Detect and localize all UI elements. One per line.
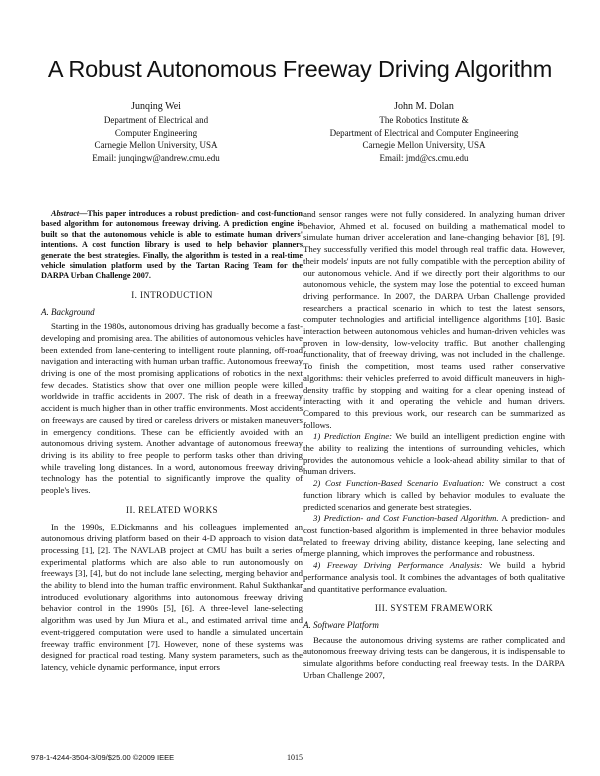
contribution-2 xyxy=(303,478,565,513)
author-2 xyxy=(284,101,564,164)
contribution-3-text: A prediction- and cost function-based algorithm is implemented in three behavior modules related to freeway driving ability, distance keeping, lane selecting and merge planning, which improves the performance and robustness. xyxy=(303,513,565,559)
contribution-3-label: 3) Prediction- and Cost Function-based Algorithm. xyxy=(313,513,499,524)
contribution-1-text: We build an intelligent prediction engine with the ability to realizing the intentions of surrounding vehicles, which provides the autonomous vehicle a look-ahead ability similar to that of human drivers. xyxy=(303,431,565,477)
abstract xyxy=(41,209,303,282)
copyright-line: 978-1-4244-3504-3/09/$25.00 ©2009 IEEE xyxy=(31,753,175,762)
author-2-affiliation-3: Carnegie Mellon University, USA xyxy=(362,140,486,151)
software-platform-paragraph: Because the autonomous driving systems are rather complicated and autonomous freeway driving tests can be dangerous, it is indispensable to simulate algorithms before conducting real freeway tests. In the DARPA Urban Challenge 2007, xyxy=(303,634,565,680)
contribution-4-text: We build a hybrid performance analysis tool. It combines the advantages of both qualitative and quantitative performance evaluation. xyxy=(303,560,565,594)
author-2-affiliation-1: The Robotics Institute & xyxy=(379,115,469,126)
contribution-2-label: 2) Cost Function-Based Scenario Evaluation: xyxy=(313,478,485,489)
contribution-4 xyxy=(303,560,565,595)
author-1-affiliation-3: Carnegie Mellon University, USA xyxy=(94,140,218,151)
related-works-continued: and sensor ranges were not fully considered. In analyzing human driver behavior, Ahmed et al. focused on building a mathematical model to simulate human driver acceleration and lane-changing behavior [8], [9]. They successfully verified this model through real traffic data. However, their models' inputs are not fully compatible with the perception ability of our autonomous vehicle. And if we directly port their algorithms to our autonomous vehicle, the system may lose the potential to exceed human driving performance. In 2007, the DARPA Urban Challenge provided researchers a practical scenario in which to test the latest sensors, computer technologies and artificial intelligence algorithms [10]. Basic interaction between autonomous vehicles and human-driven vehicles was proven in low-density, low-velocity traffic. But another challenging functionality, that of freeway driving, was not included in the challenge. To finish the competition, most teams used rather conservative algorithms: their vehicles preferred to avoid difficult maneuvers in high-density traffic by stopping and waiting for a clear opening instead of interacting with it and operating the vehicle and human drivers. Compared to this previous work, our research can be summarized as follows. xyxy=(303,209,565,430)
abstract-lead: Abstract xyxy=(51,209,80,218)
right-column xyxy=(303,209,565,681)
author-2-name: John M. Dolan xyxy=(394,101,454,112)
author-1-affiliation-1: Department of Electrical and xyxy=(103,115,209,126)
section-heading-introduction: I. INTRODUCTION xyxy=(131,289,213,300)
author-1 xyxy=(36,101,276,164)
contribution-1-label: 1) Prediction Engine: xyxy=(313,431,393,442)
page-number: 1015 xyxy=(287,753,303,762)
section-heading-system-framework: III. SYSTEM FRAMEWORK xyxy=(374,603,494,614)
related-works-paragraph: In the 1990s, E.Dickmanns and his colleagues implemented an autonomous driving platform based on their 4-D approach to vision data processing [1], [2]. The NAVLAB project at CMU has built a series of experimental platforms which are also able to run autonomously on freeways [3], [4], but do not include lane selecting, merging behavior and the ability to blend into the human traffic environment. Rahul Sukthankar introduced evolutionary algorithms into autonomous freeway driving behavior control in the 1990s [5], [6]. A three-level lane-selecting algorithm was used by Jun Miura et al., and estimated arrival time and event-triggered computation were used to handle a simulated uncertain freeway traffic environment [7]. However, none of these systems was designed for practical road testing. Many system parameters, such as the latency, vehicle dynamic performance, input errors xyxy=(41,521,303,672)
contribution-3 xyxy=(303,513,565,560)
subsection-heading-background: A. Background xyxy=(41,306,95,317)
subsection-heading-software-platform: A. Software Platform xyxy=(303,619,379,630)
contribution-2-text: We construct a cost function library which is called by behavior modules to evaluate the predicted scenarios and generate best strategies. xyxy=(303,478,565,512)
author-2-affiliation-2: Department of Electrical and Computer Engineering xyxy=(329,127,519,138)
intro-paragraph: Starting in the 1980s, autonomous driving has gradually become a fast-developing and promising area. The abilities of autonomous vehicles have been extended from lane-centering to intelligent route planning, off-road navigation and interacting with human urban traffic. Autonomous freeway driving is one of the most promising applications of robotics in the next few decades. Statistics show that over one million people were killed worldwide in traffic accidents in 2007. The risk of death in a freeway accident is much higher than in other traffic environments. Most accidents on freeways are caused by tired or careless drivers or mistaken maneuvers in emergency conditions. These can be efficiently avoided with an autonomous driving system. Another advantage of autonomous freeway driving is its ability to free people to perform tasks other than driving while traveling long distances. In a word, autonomous freeway driving technology has the potential to significantly improve the quality of people's lives. xyxy=(41,321,303,496)
author-1-affiliation-2: Computer Engineering xyxy=(114,127,198,138)
section-heading-related-works: II. RELATED WORKS xyxy=(126,504,218,515)
author-2-email: Email: jmd@cs.cmu.edu xyxy=(379,152,469,163)
contribution-1 xyxy=(303,431,565,478)
author-1-email: Email: junqingw@andrew.cmu.edu xyxy=(92,152,220,163)
contribution-4-label: 4) Freeway Driving Performance Analysis: xyxy=(313,560,483,571)
author-1-name: Junqing Wei xyxy=(131,101,181,112)
abstract-text: —This paper introduces a robust prediction- and cost-function based algorithm for autonomous freeway driving. A prediction engine is built so that the autonomous vehicle is able to estimate human drivers' intentions. A cost function library is used to help behavior planners generate the best strategies. Finally, the algorithm is tested in a real-time vehicle simulation platform used by the Tartan Racing Team for the DARPA Urban Challenge 2007. xyxy=(41,209,303,281)
left-column xyxy=(41,209,303,674)
paper-title: A Robust Autonomous Freeway Driving Algorithm xyxy=(47,56,553,82)
